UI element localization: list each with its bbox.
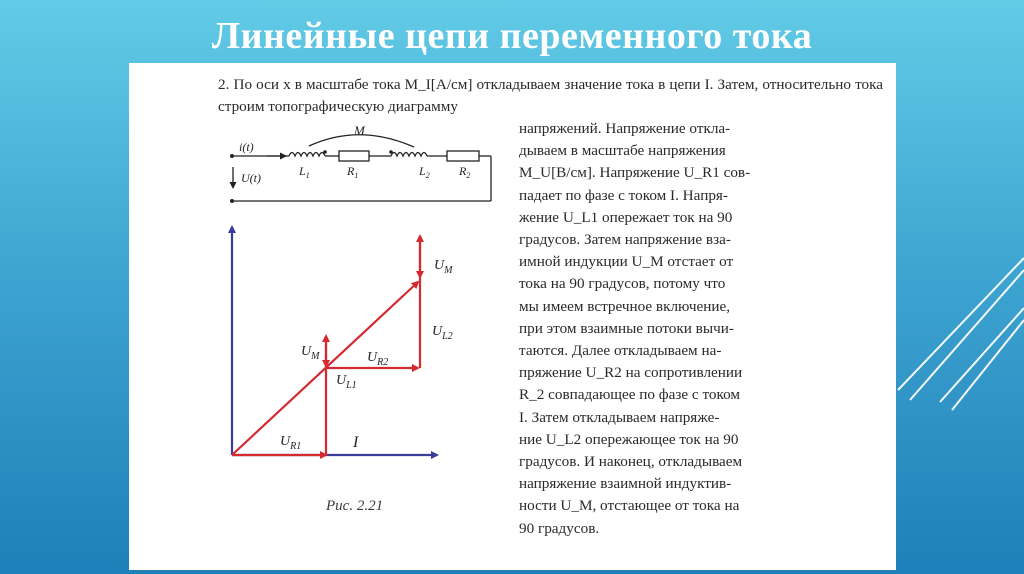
- circuit-voltage-label: U(t): [241, 171, 261, 185]
- L1-label: $L_1$: [299, 164, 310, 180]
- label-I: I: [353, 434, 359, 451]
- text-line: градусов. Затем напряжение вза-: [519, 231, 731, 249]
- text-line: градусов. И наконец, откладываем: [519, 453, 743, 471]
- slide-title: Линейные цепи переменного тока: [211, 15, 813, 57]
- label-UR1: $U_{R1}$: [280, 434, 302, 452]
- figure-caption: Рис. 2.21: [326, 498, 384, 514]
- text-line: жение U_L1 опережает ток на 90: [519, 208, 733, 226]
- circuit-schematic: [233, 135, 491, 201]
- text-line: имной индукции U_M отстает от: [519, 253, 734, 271]
- text-line: 90 градусов.: [519, 519, 600, 537]
- label-UR2: $U_{R2}$: [367, 350, 389, 368]
- text-line: ние U_L2 опережающее ток на 90: [519, 430, 739, 448]
- terminal-bottom: [230, 199, 234, 203]
- text-line: пряжение U_R2 на сопротивлении: [519, 364, 743, 382]
- text-line: M_U[B/см]. Напряжение U_R1 сов-: [519, 164, 751, 182]
- paragraph-intro: 2. По оси x в масштабе тока M_I[A/см] откладываем значение тока в цепи I. Затем, относительно тока строим топографическую диаграмму: [218, 76, 883, 116]
- text-line: мы имеем встречное включение,: [519, 297, 730, 315]
- text-line: ности U_M, отстающее от тока на: [519, 497, 740, 515]
- terminal-top: [230, 154, 234, 158]
- text-line: падает по фазе с током I. Напря-: [519, 186, 728, 204]
- text-line: напряжение взаимной индуктив-: [519, 475, 732, 493]
- text-line: при этом взаимные потоки вычи-: [519, 319, 734, 337]
- text-line: I. Затем откладываем напряже-: [519, 408, 720, 426]
- dot-L2: [389, 150, 393, 154]
- label-UM-mid: $U_M$: [301, 344, 320, 362]
- L2-label: $L_2$: [419, 164, 430, 180]
- mutual-inductance-label: M: [354, 123, 365, 138]
- text-line: таются. Далее откладываем на-: [519, 342, 722, 360]
- dot-L1: [323, 150, 327, 154]
- R2-label: $R_2$: [459, 164, 471, 180]
- document-page: [129, 63, 896, 570]
- text-line: R_2 совпадающее по фазе с током: [519, 386, 741, 404]
- decorative-lines: [880, 250, 1024, 420]
- R1-label: $R_1$: [347, 164, 359, 180]
- paragraph-explanation: [519, 118, 801, 540]
- text-line: напряжений. Напряжение откла-: [519, 120, 731, 137]
- label-UL1: $U_{L1}$: [336, 373, 357, 391]
- text-line: тока на 90 градусов, потому что: [519, 275, 726, 293]
- circuit-current-label: i(t): [239, 140, 254, 154]
- circuit-and-vector-diagram: [129, 63, 519, 493]
- label-UL2: $U_{L2}$: [432, 324, 453, 342]
- text-line: дываем в масштабе напряжения: [519, 142, 726, 160]
- label-UM-top: $U_M$: [434, 258, 453, 276]
